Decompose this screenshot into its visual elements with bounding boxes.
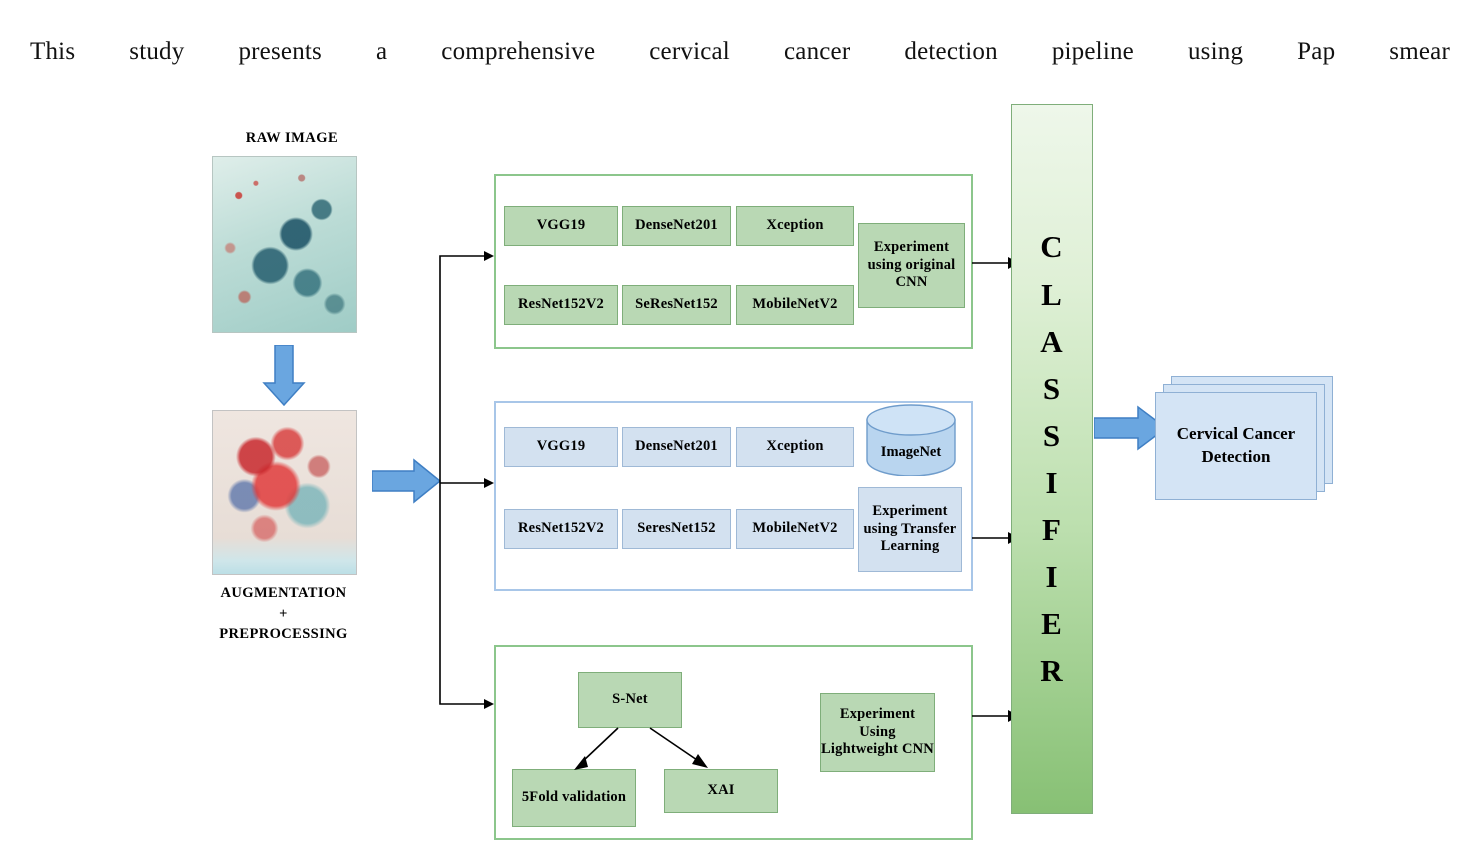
classifier-letter: R <box>1040 653 1064 689</box>
raw-pap-smear-image <box>212 156 357 333</box>
database-cylinder-icon <box>865 404 957 476</box>
augmentation-line-1: AUGMENTATION <box>220 585 347 601</box>
imagenet-label: ImageNet <box>880 444 942 460</box>
preprocessing-arrow-icon <box>262 345 306 407</box>
model-node-densenet201[interactable]: DenseNet201 <box>622 206 731 246</box>
tl-model-node-vgg19[interactable]: VGG19 <box>504 427 618 467</box>
classifier-letter: I <box>1045 559 1059 595</box>
model-node-xception[interactable]: Xception <box>736 206 854 246</box>
classifier-letter: L <box>1041 276 1063 312</box>
branch-connector-lines <box>432 230 502 710</box>
output-label: Cervical Cancer Detection <box>1176 424 1296 466</box>
classifier-letter: S <box>1042 370 1062 406</box>
node-xai[interactable]: XAI <box>664 769 778 813</box>
model-node-mobilenetv2[interactable]: MobileNetV2 <box>736 285 854 325</box>
augmentation-label <box>192 583 375 645</box>
classifier-letter: F <box>1042 512 1062 548</box>
classifier-letter: E <box>1041 606 1063 642</box>
model-node-snet[interactable]: S-Net <box>578 672 682 728</box>
classifier-bar <box>1011 104 1093 814</box>
classifier-letter: A <box>1040 323 1064 359</box>
snet-branch-arrows <box>540 720 790 780</box>
tl-model-node-seresnet152[interactable]: SeresNet152 <box>622 509 731 549</box>
augmentation-line-2: + <box>279 605 288 622</box>
experiment-label-lightweight-cnn: Experiment Using Lightweight CNN <box>820 693 935 772</box>
experiment-label-transfer-learning: Experiment using Transfer Learning <box>858 487 962 572</box>
output-card-front[interactable] <box>1155 392 1317 500</box>
model-node-vgg19[interactable]: VGG19 <box>504 206 618 246</box>
classifier-letter: C <box>1040 229 1064 265</box>
raw-image-label: RAW IMAGE <box>245 130 339 146</box>
classifier-letter: S <box>1042 417 1062 453</box>
model-node-seresnet152[interactable]: SeResNet152 <box>622 285 731 325</box>
paragraph-text: This study presents a comprehensive cervical cancer detection pipeline using Pap smear <box>30 38 1450 65</box>
classifier-letter: I <box>1045 465 1059 500</box>
node-5fold-validation[interactable]: 5Fold validation <box>512 769 636 827</box>
model-node-resnet152v2[interactable]: ResNet152V2 <box>504 285 618 325</box>
tl-model-node-xception[interactable]: Xception <box>736 427 854 467</box>
tl-model-node-densenet201[interactable]: DenseNet201 <box>622 427 731 467</box>
augmented-pap-smear-image <box>212 410 357 575</box>
tl-model-node-resnet152v2[interactable]: ResNet152V2 <box>504 509 618 549</box>
tl-model-node-mobilenetv2[interactable]: MobileNetV2 <box>736 509 854 549</box>
experiment-label-original-cnn: Experiment using original CNN <box>858 223 965 308</box>
augmentation-line-3: PREPROCESSING <box>219 626 348 643</box>
